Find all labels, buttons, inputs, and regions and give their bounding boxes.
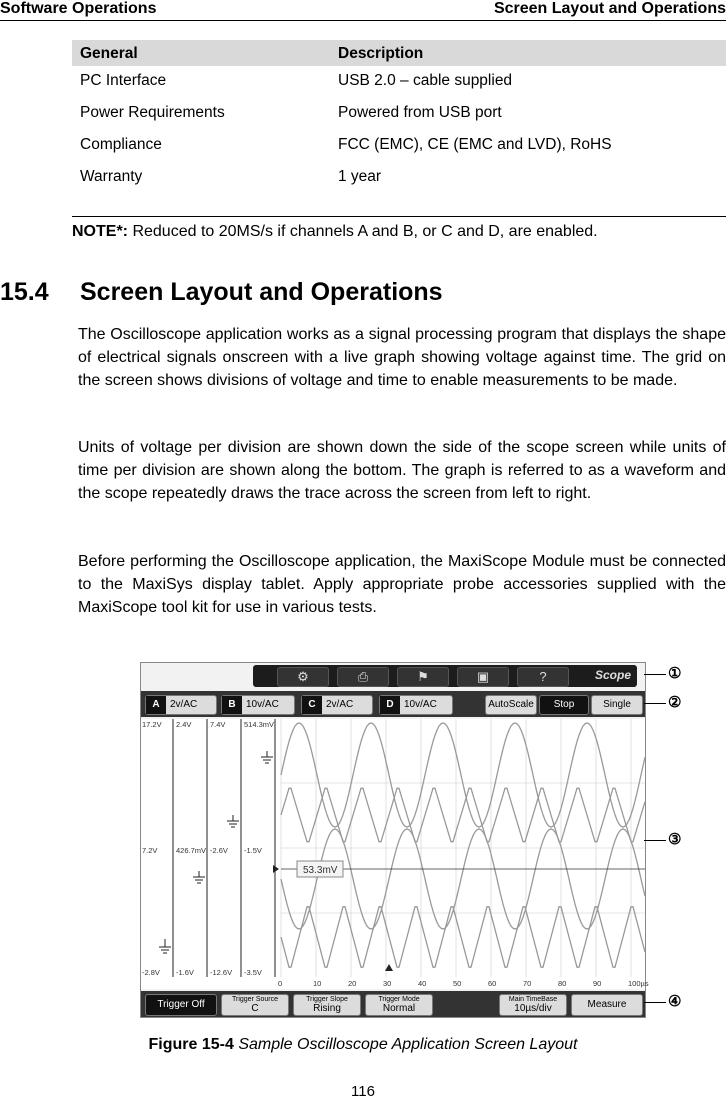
bottom-bar	[141, 991, 645, 1017]
channel-b-button[interactable]	[221, 695, 295, 715]
time-tick-label: 30	[383, 979, 392, 988]
row-value: Powered from USB port	[338, 104, 502, 121]
trigger-off-button[interactable]: Trigger Off	[145, 994, 217, 1016]
row-label: Compliance	[80, 136, 162, 153]
header-description: Description	[338, 45, 424, 62]
trigger-slope-button[interactable]	[293, 994, 361, 1016]
channel-bar	[141, 691, 645, 717]
single-button[interactable]: Single	[591, 695, 643, 715]
page-header	[0, 0, 726, 21]
scale-c-mid: -2.6V	[210, 846, 228, 855]
spec-table-header	[72, 40, 726, 66]
trigger-slope-label: Trigger Slope	[306, 996, 348, 1003]
scale-d-mid: -1.5V	[244, 846, 262, 855]
timebase-label: Main TimeBase	[508, 996, 558, 1003]
time-tick-label: 40	[418, 979, 427, 988]
time-tick-label: 20	[348, 979, 357, 988]
callout-4: ④	[668, 993, 682, 1010]
timebase-button[interactable]	[499, 994, 567, 1016]
autoscale-button[interactable]: AutoScale	[485, 695, 537, 715]
note-text: Reduced to 20MS/s if channels A and B, or C and D, are enabled.	[128, 223, 598, 240]
table-row	[72, 98, 726, 130]
time-tick-label: 0	[278, 979, 283, 988]
table-row	[72, 66, 726, 98]
time-tick-label: 90	[593, 979, 602, 988]
row-label: Power Requirements	[80, 104, 225, 121]
row-label: Warranty	[80, 168, 143, 185]
callout-1: ①	[668, 665, 682, 682]
printer-icon[interactable]: ⎙	[337, 667, 389, 687]
scale-c-bottom: -12.6V	[210, 968, 233, 977]
cursor-readout: 53.3mV	[303, 865, 338, 876]
scale-b-mid: 426.7mV	[176, 846, 207, 855]
callout-line	[644, 840, 666, 841]
car-gear-icon[interactable]: ⚙	[277, 667, 329, 687]
caption-label: Figure 15-4	[148, 1036, 234, 1053]
trigger-source-label: Trigger Source	[231, 996, 279, 1003]
header-right: Screen Layout and Operations	[493, 0, 726, 17]
channel-tag: C	[302, 696, 322, 714]
figure-caption	[0, 1036, 726, 1054]
row-label: PC Interface	[80, 72, 167, 89]
save-icon[interactable]: ▣	[457, 667, 509, 687]
scale-b-bottom: -1.6V	[176, 968, 194, 977]
timebase-value: 10µs/div	[514, 1003, 552, 1014]
table-row	[72, 130, 726, 162]
callout-line	[644, 1002, 666, 1003]
channel-d-button[interactable]	[379, 695, 453, 715]
row-value: USB 2.0 – cable supplied	[338, 72, 513, 89]
channel-a-button[interactable]	[145, 695, 217, 715]
trigger-source-button[interactable]	[221, 994, 289, 1016]
help-icon[interactable]: ?	[517, 667, 569, 687]
section-number: 15.4	[0, 278, 49, 306]
top-toolbar	[253, 665, 637, 687]
waveform-plot	[141, 719, 649, 989]
channel-value: 10v/AC	[404, 699, 437, 710]
scale-c-top: 7.4V	[210, 720, 226, 729]
callout-3: ③	[668, 831, 682, 848]
flag-icon[interactable]: ⚑	[397, 667, 449, 687]
channel-tag: D	[380, 696, 400, 714]
note-label: NOTE*:	[72, 223, 128, 240]
scale-a-bottom: -2.8V	[142, 968, 160, 977]
header-general: General	[80, 45, 138, 62]
trigger-slope-value: Rising	[313, 1003, 341, 1014]
header-left: Software Operations	[0, 0, 157, 17]
oscilloscope-figure	[140, 662, 649, 1018]
time-tick-label: 10	[313, 979, 322, 988]
trigger-mode-label: Trigger Mode	[378, 996, 420, 1003]
caption-text: Sample Oscilloscope Application Screen Layout	[233, 1036, 578, 1053]
note	[72, 216, 726, 241]
callout-line	[644, 703, 666, 704]
scale-d-top: 514.3mV	[244, 720, 275, 729]
channel-c-button[interactable]	[301, 695, 373, 715]
scale-a-mid: 7.2V	[142, 846, 158, 855]
scale-a-top: 17.2V	[142, 720, 162, 729]
time-tick-label: 100µs	[628, 979, 649, 988]
callout-line	[644, 674, 666, 675]
time-tick-label: 60	[488, 979, 497, 988]
callout-2: ②	[668, 694, 682, 711]
trigger-mode-value: Normal	[382, 1003, 416, 1014]
scale-b-top: 2.4V	[176, 720, 192, 729]
page-number: 116	[351, 1083, 375, 1100]
channel-tag: A	[146, 696, 166, 714]
spec-table	[72, 40, 726, 194]
time-tick-label: 80	[558, 979, 567, 988]
channel-value: 2v/AC	[170, 699, 198, 710]
paragraph-1: The Oscilloscope application works as a signal processing program that displays the shape of electrical signals onscreen with a live graph showing voltage against time. The grid on the screen shows divisions of voltage and time to enable measurements to be made.	[78, 326, 726, 389]
paragraph-2: Units of voltage per division are shown down the side of the scope screen while units of time per division are shown along the bottom. The graph is referred to as a waveform and the scope repeatedly draws the trace across the screen from left to right.	[78, 439, 726, 502]
row-value: FCC (EMC), CE (EMC and LVD), RoHS	[338, 136, 612, 153]
paragraph-3: Before performing the Oscilloscope application, the MaxiScope Module must be connected to the MaxiSys display tablet. Apply appropriate probe accessories supplied with the MaxiScope tool kit for use in various tests.	[78, 553, 726, 616]
row-value: 1 year	[338, 168, 382, 185]
table-row	[72, 162, 726, 194]
channel-tag: B	[222, 696, 242, 714]
channel-value: 10v/AC	[246, 699, 279, 710]
trigger-source-value: C	[251, 1003, 259, 1014]
section-heading	[0, 278, 443, 307]
measure-button[interactable]: Measure	[571, 994, 643, 1016]
time-tick-label: 70	[523, 979, 532, 988]
channel-value: 2v/AC	[326, 699, 354, 710]
trigger-mode-button[interactable]	[365, 994, 433, 1016]
stop-button[interactable]: Stop	[539, 695, 589, 715]
time-tick-label: 50	[453, 979, 462, 988]
scale-d-bottom: -3.5V	[244, 968, 262, 977]
section-title: Screen Layout and Operations	[80, 278, 443, 306]
scope-brand: Scope	[594, 668, 631, 682]
